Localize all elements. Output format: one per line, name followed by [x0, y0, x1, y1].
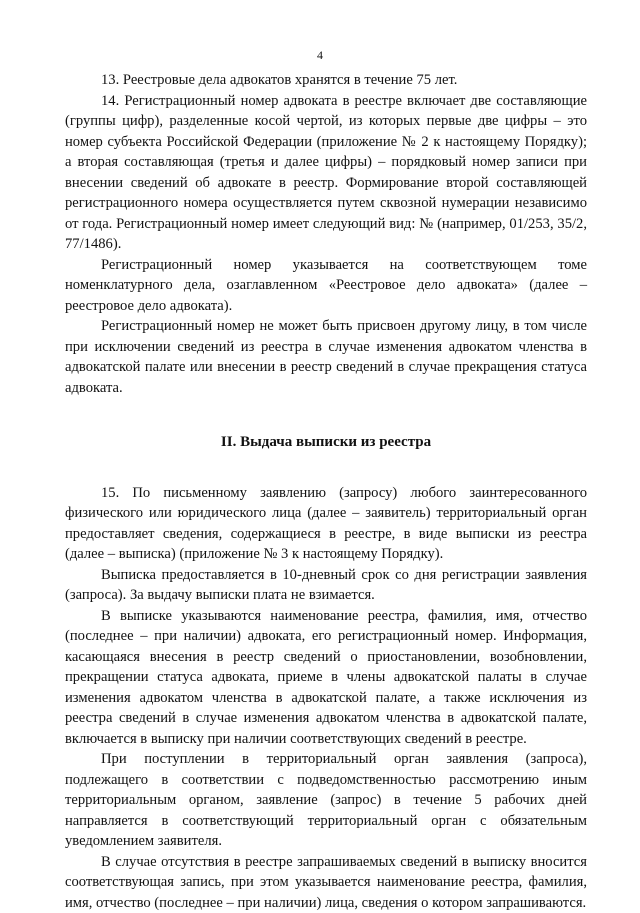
paragraph-15-forwarding: При поступлении в территориальный орган заявления (запроса), подлежащего в соответствии с подведомственностью рассмотрению иным территориальным органом, заявление (запрос) в течение 5 рабочих дней направляется в соответствующий территориальный орган с обязательным уведомлением заявителя. [65, 749, 587, 852]
paragraph-14-number-reuse: Регистрационный номер не может быть присвоен другому лицу, в том числе при исключении сведений из реестра в случае изменения адвокатом членства в адвокатской палате или внесении в реестр сведений в случае прекращения статуса адвоката. [65, 316, 587, 398]
paragraph-15-absence: В случае отсутствия в реестре запрашиваемых сведений в выписку вносится соответствующая запись, при этом указывается наименование реестра, фамилия, имя, отчество (последнее – при наличии) лица, сведения о котором запрашиваются. [65, 852, 587, 913]
paragraph-14: 14. Регистрационный номер адвоката в реестре включает две составляющие (группы цифр), разделенные косой чертой, из которых первые две цифры – это номер субъекта Российской Федерации (приложение № 2 к настоящему Порядку); а вторая составляющая (третья и далее цифры) – порядковый номер записи при внесении сведений об адвокате в реестр. Формирование второй составляющей регистрационного номера осуществляется путем сквозной нумерации независимо от года. Регистрационный номер имеет следующий вид: № (например, 01/253, 35/2, 77/1486). [65, 91, 587, 255]
section-heading: II. Выдача выписки из реестра [65, 432, 587, 453]
page-number: 4 [0, 48, 640, 63]
paragraph-14-registration-number-location: Регистрационный номер указывается на соответствующем томе номенклатурного дела, озаглавленном «Реестровое дело адвоката» (далее – реестровое дело адвоката). [65, 255, 587, 317]
paragraph-13: 13. Реестровые дела адвокатов хранятся в течение 75 лет. [65, 70, 587, 91]
paragraph-15-term: Выписка предоставляется в 10-дневный срок со дня регистрации заявления (запроса). За выдачу выписки плата не взимается. [65, 565, 587, 606]
document-body [65, 70, 587, 913]
paragraph-15-contents: В выписке указываются наименование реестра, фамилия, имя, отчество (последнее – при наличии) адвоката, его регистрационный номер. Информация, касающаяся внесения в реестр сведений о приостановлении, возобновлении, прекращении статуса адвоката, приеме в члены адвокатской палаты в случае изменения адвокатом членства в адвокатской палате, а также исключения из реестра сведений в случае изменения адвокатом членства в адвокатской палате, включается в выписку при наличии соответствующих сведений в реестре. [65, 606, 587, 750]
paragraph-15: 15. По письменному заявлению (запросу) любого заинтересованного физического или юридического лица (далее – заявитель) территориальный орган предоставляет сведения, содержащиеся в реестре, в виде выписки из реестра (далее – выписка) (приложение № 3 к настоящему Порядку). [65, 483, 587, 565]
